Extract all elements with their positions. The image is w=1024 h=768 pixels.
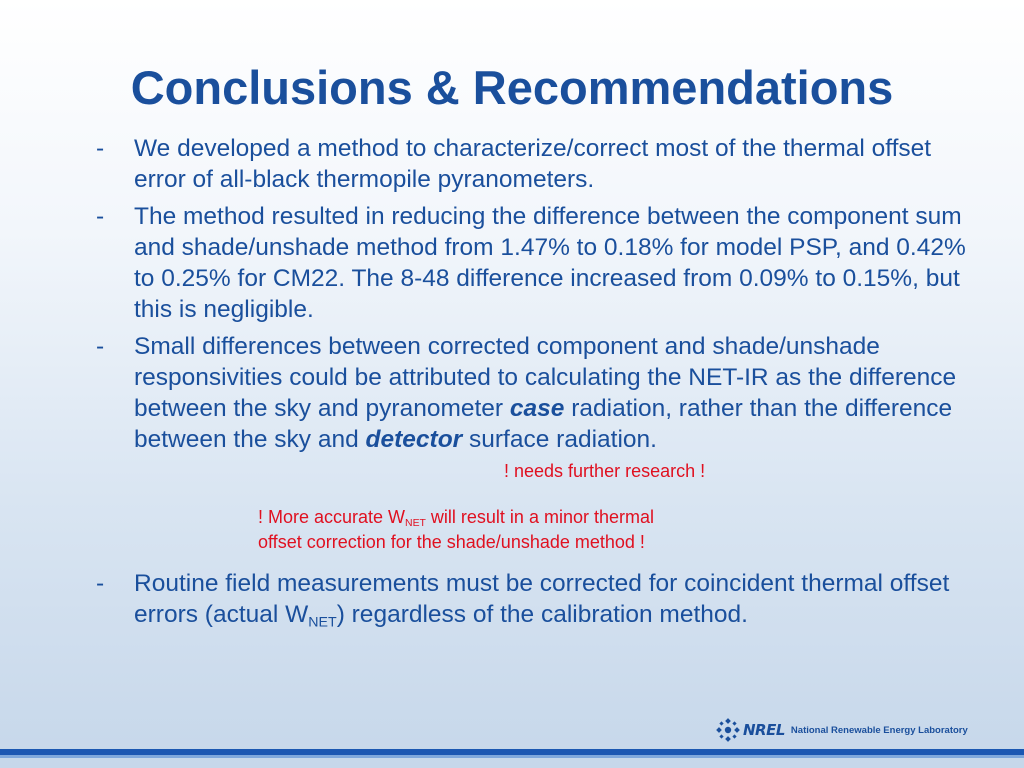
nrel-logo [716,718,968,742]
wnet-note [258,505,654,555]
emphasis-case: case [509,395,565,422]
bullet-text-part: surface radiation. [462,426,657,453]
wnet-note-text: ! More accurate W [258,507,406,527]
footer-rule-light [0,755,1024,758]
logo-wordmark: NREL [743,721,785,739]
bullet-text-part: Small differences between corrected component and shade/unshade responsivities could be attributed to calculating the NET-IR as the difference between the sky and pyranometer [134,333,957,422]
wnet-note-text: offset correction for the shade/unshade method ! [258,532,645,552]
bullet-item [96,133,976,195]
wnet-note-subscript: NET [405,518,426,530]
bullet-marker: - [96,203,105,230]
bullet-list [96,133,976,461]
slide-title: Conclusions & Recommendations [130,61,894,114]
bullet-text-part: Routine field measurements must be corrected for coincident thermal offset errors (actual W [134,570,950,628]
bullet-list-continued [96,568,976,636]
bullet-item [96,331,976,455]
wnet-note-text: will result in a minor thermal [425,507,654,527]
bullet-marker: - [96,135,105,162]
bullet-text [134,568,976,630]
bullet-marker: - [96,570,105,597]
bullet-item [96,568,976,630]
bullet-text [134,331,976,455]
bullet-text-part: ) regardless of the calibration method. [336,601,748,628]
bullet-text: The method resulted in reducing the difference between the component sum and shade/unshade method from 1.47% to 0.18% for model PSP, and 0.42% to 0.25% for CM22. The 8-48 difference increased from 0.09% to 0.15%, but this is negligible. [134,203,966,323]
research-note: ! needs further research ! [504,461,706,481]
bullet-subscript: NET [308,614,337,631]
bullet-text: We developed a method to characterize/correct most of the thermal offset error of all-black thermopile pyranometers. [134,135,932,193]
nrel-snowflake-icon [716,718,740,742]
emphasis-detector: detector [365,426,463,453]
bullet-text-part: radiation, rather than the difference between the sky and [134,395,953,453]
org-name: National Renewable Energy Laboratory [790,724,968,736]
bullet-item [96,201,976,325]
bullet-marker: - [96,333,105,360]
